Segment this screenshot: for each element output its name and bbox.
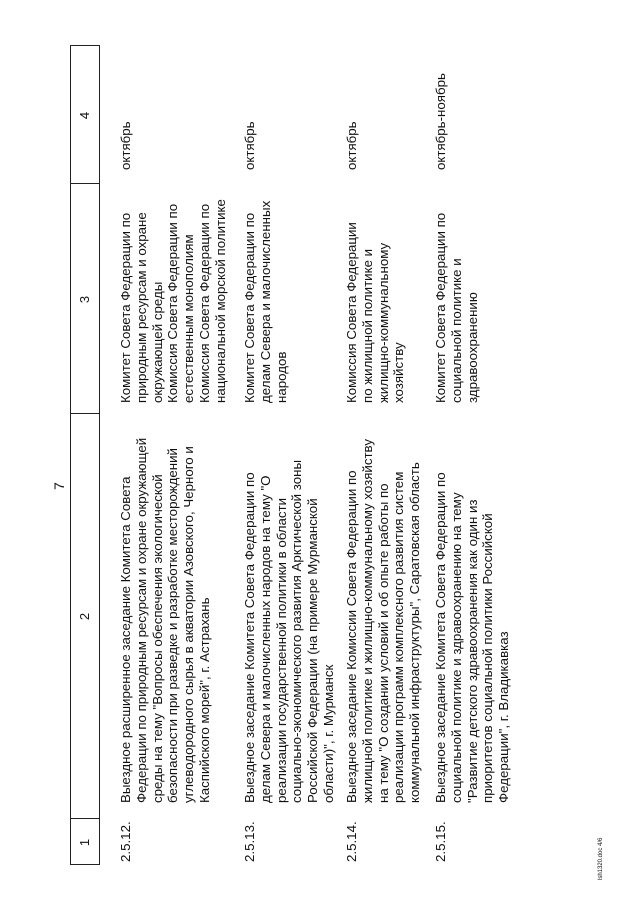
row-2-5-14-event: Выездное заседание Комиссии Совета Федерации по жилищной политике и жилищно-коммунальному хозяйству на тему "О создании условий и об опыте работы по реализации программ комплексного развития систем коммунальной инфраструктуры", Саратовская область — [344, 439, 423, 803]
column-header-4: 4 — [70, 45, 100, 184]
row-2-5-14-deadline: октябрь — [344, 121, 359, 170]
column-header-3: 3 — [70, 183, 100, 414]
page-number: 7 — [51, 482, 67, 490]
column-header-1: 1 — [70, 818, 100, 866]
row-2-5-15-organizer: Комитет Совета Федерации по социальной политике и здравоохранению — [433, 212, 480, 403]
row-2-5-12-number: 2.5.12. — [118, 821, 133, 862]
row-2-5-13-event: Выездное заседание Комитета Совета Федерации по делам Севера и малочисленных народов на тему "О реализации государственной политики в области социально-экономического развития Арктической зоны Российской Федерации (на примере Мурманской области)", г. Мурманск — [242, 459, 336, 803]
row-2-5-14-number: 2.5.14. — [344, 821, 359, 862]
row-2-5-12-organizer: Комитет Совета Федерации по природным ресурсам и охране окружающей среды Комиссия Совета Федерации по естественным монополиям Комиссия Совета Федерации по национальной морской политике — [118, 199, 228, 403]
column-header-2: 2 — [70, 413, 100, 819]
row-2-5-14-organizer: Комиссия Совета Федерации по жилищной политике и жилищно-коммунальному хозяйству — [344, 222, 407, 403]
row-2-5-13-deadline: октябрь — [242, 121, 257, 170]
row-2-5-15-deadline: октябрь-ноябрь — [433, 73, 448, 170]
row-2-5-15-number: 2.5.15. — [433, 821, 448, 862]
row-2-5-13-organizer: Комитет Совета Федерации по делам Севера и малочисленных народов — [242, 200, 289, 403]
file-stamp: lsh1320.doc 4/6 — [598, 837, 604, 880]
row-2-5-12-deadline: октябрь — [118, 121, 133, 170]
row-2-5-15-event: Выездное заседание Комитета Совета Федерации по социальной политике и здравоохранению на тему "Развитие детского здравоохранения как один из приоритетов социальной политики Российской Федерации", г. Владикавказ — [433, 472, 512, 803]
row-2-5-13-number: 2.5.13. — [242, 821, 257, 862]
row-2-5-12-event: Выездное расширенное заседание Комитета Совета Федерации по природным ресурсам и охране окружающей среды на тему "Вопросы обеспечения экологической безопасности при разведке и разработке месторождений углеводородного сырья в акватории Азовского, Черного и Каспийского морей", г. Астрахань — [118, 437, 212, 803]
